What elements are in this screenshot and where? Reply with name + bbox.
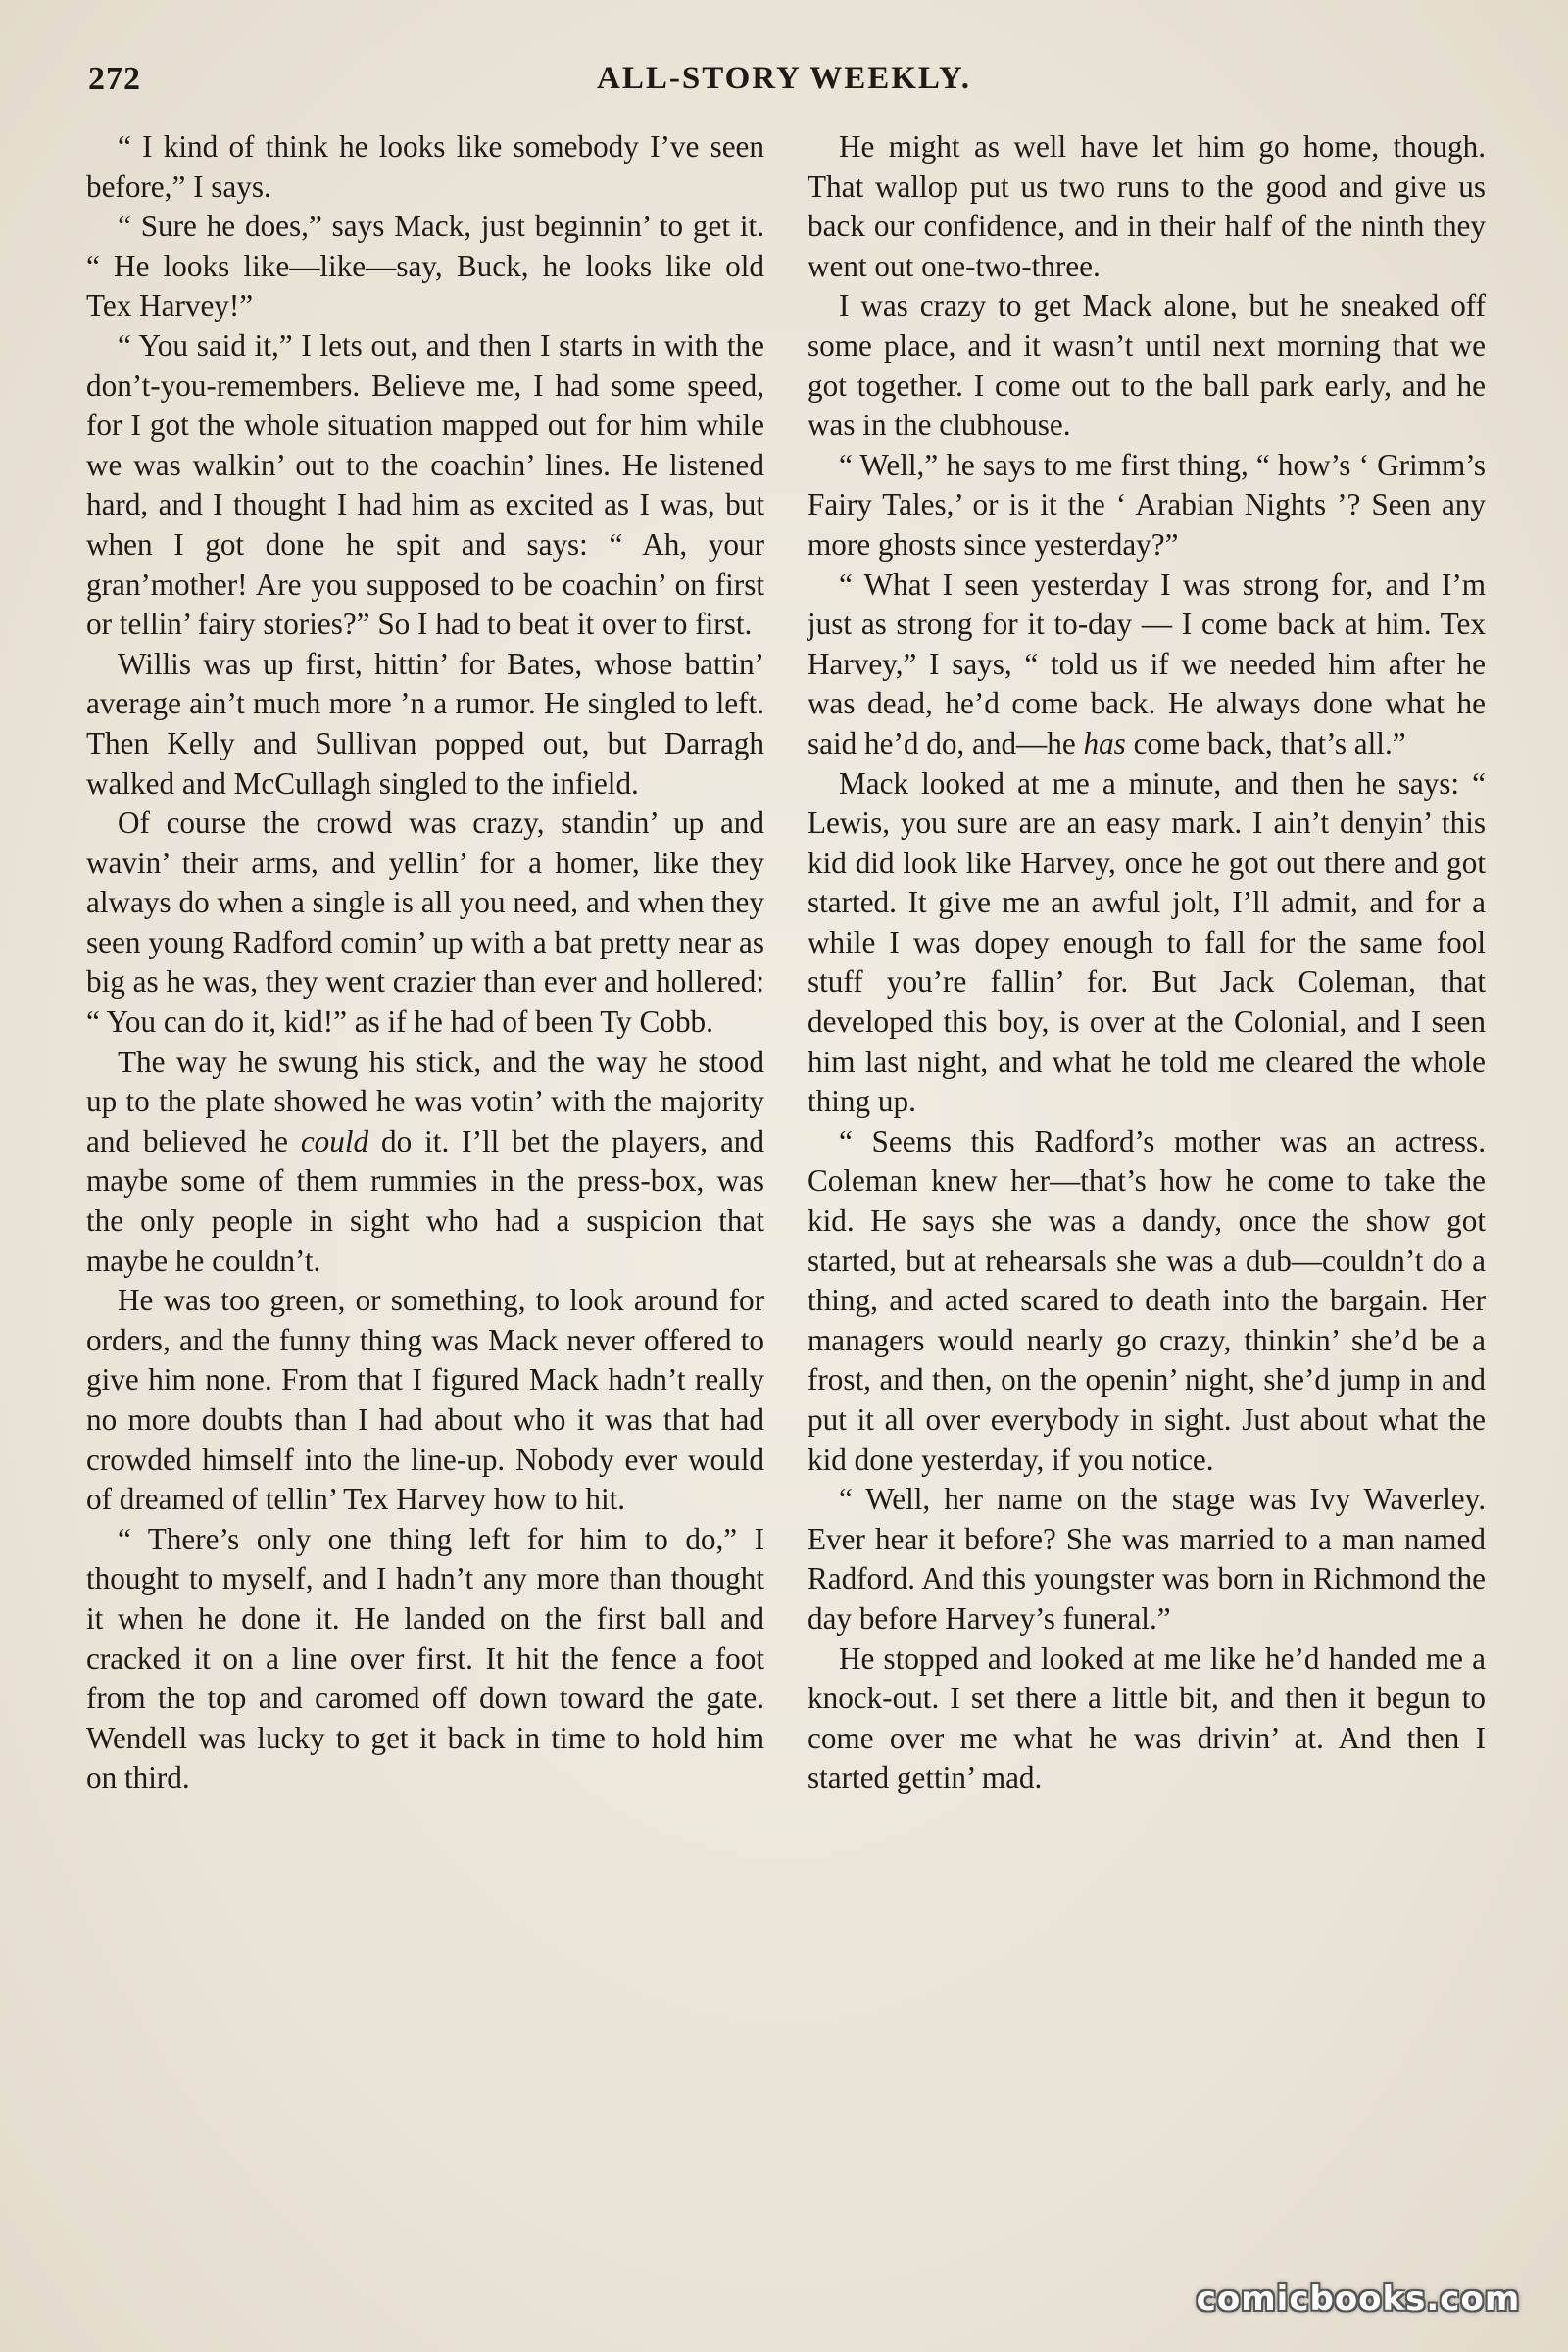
- page-number: 272: [88, 61, 141, 97]
- paragraph: Mack looked at me a minute, and then he says: “ Lewis, you sure are an easy mark. I ain’t denyin’ this kid did look like Harvey, once he got out there and got started. It give me an awful jolt, I’ll admit, and for a while I was dopey enough to fall for the same fool stuff you’re fallin’ for. But Jack Coleman, that developed this boy, is over at the Colonial, and I seen him last night, and what he told me cleared the whole thing up.: [808, 765, 1486, 1119]
- right-column: [808, 127, 1486, 1798]
- emphasized-word: has: [1083, 725, 1126, 760]
- paragraph: “ You said it,” I lets out, and then I starts in with the don’t-you-remembers. Believe me, I had some speed, for I got the whole situation mapped out for him while we was walkin’ out to the coachin’ lines. He listened hard, and I thought I had him as excited as I was, but when I got done he spit and says: “ Ah, your gran’mother! Are you supposed to be coachin’ on first or tellin’ fairy stories?” So I had to beat it over to first.: [86, 327, 764, 642]
- paragraph-text: The way he swung his stick, and the way he stood up to the plate showed he was votin’ with the majority and believed he: [86, 1044, 764, 1158]
- paragraph: “ Sure he does,” says Mack, just beginnin’ to get it. “ He looks like—like—say, Buck, he looks like old Tex Harvey!”: [86, 209, 764, 323]
- page-header: [88, 61, 1480, 110]
- paragraph: He was too green, or something, to look around for orders, and the funny thing was Mack never offered to give him none. From that I figured Mack hadn’t really no more doubts than I had about who it was that had crowded himself into the line-up. Nobody ever would of dreamed of tellin’ Tex Harvey how to hit.: [86, 1283, 764, 1517]
- paragraph-text: come back, that’s all.”: [1125, 725, 1406, 760]
- text-columns: [86, 127, 1486, 2303]
- emphasized-word: could: [300, 1123, 369, 1158]
- watermark: comicbooks.com: [1196, 2279, 1521, 2319]
- paragraph-text: “ What I seen yesterday I was strong for, and I’m just as strong for it to-day — I come back at him. Tex Harvey,” I says, “ told us if we needed him after he was dead, he’d come back. He always done what he said he’d do, and—he: [808, 566, 1486, 760]
- paragraph: “ There’s only one thing left for him to do,” I thought to myself, and I hadn’t any more than thought it when he done it. He landed on the first ball and cracked it on a line over first. It hit the fence a foot from the top and caromed off down toward the gate. Wendell was lucky to get it back in time to hold him on third.: [86, 1521, 764, 1795]
- paragraph: “ Well,” he says to me first thing, “ how’s ‘ Grimm’s Fairy Tales,’ or is it the ‘ Arabian Nights ’? Seen any more ghosts since yesterday?”: [808, 447, 1486, 562]
- paragraph-text: do it. I’ll bet the players, and maybe some of them rummies in the press-box, was the only people in sight who had a suspicion that maybe he couldn’t.: [86, 1123, 764, 1278]
- paragraph: Willis was up first, hittin’ for Bates, whose battin’ average ain’t much more ’n a rumor. He singled to left. Then Kelly and Sullivan popped out, but Darragh walked and McCullagh singled to the infield.: [86, 646, 764, 801]
- paragraph: I was crazy to get Mack alone, but he sneaked off some place, and it wasn’t until next morning that we got together. I come out to the ball park early, and he was in the clubhouse.: [808, 288, 1486, 443]
- paragraph: “ Well, her name on the stage was Ivy Waverley. Ever hear it before? She was married to a man named Radford. And this youngster was born in Richmond the day before Harvey’s funeral.”: [808, 1482, 1486, 1636]
- left-column: [86, 127, 764, 1798]
- paragraph: He might as well have let him go home, though. That wallop put us two runs to the good and give us back our confidence, and in their half of the ninth they went out one-two-three.: [808, 129, 1486, 283]
- running-title: ALL-STORY WEEKLY.: [597, 61, 971, 96]
- paragraph: “ I kind of think he looks like somebody I’ve seen before,” I says.: [86, 129, 764, 204]
- paragraph: [808, 565, 1486, 764]
- paragraph: [86, 1043, 764, 1282]
- paragraph: Of course the crowd was crazy, standin’ up and wavin’ their arms, and yellin’ for a homer, like they always do when a single is all you need, and when they seen young Radford comin’ up with a bat pretty near as big as he was, they went crazier than ever and hollered: “ You can do it, kid!” as if he had of been Ty Cobb.: [86, 806, 764, 1040]
- paragraph: “ Seems this Radford’s mother was an actress. Coleman knew her—that’s how he come to take the kid. He says she was a dandy, once the show got started, but at rehearsals she was a dub—couldn’t do a thing, and acted scared to death into the bargain. Her managers would nearly go crazy, thinkin’ she’d be a frost, and then, on the openin’ night, she’d jump in and put it all over everybody in sight. Just about what the kid done yesterday, if you notice.: [808, 1123, 1486, 1477]
- paragraph: He stopped and looked at me like he’d handed me a knock-out. I set there a little bit, and then it begun to come over me what he was drivin’ at. And then I started gettin’ mad.: [808, 1641, 1486, 1795]
